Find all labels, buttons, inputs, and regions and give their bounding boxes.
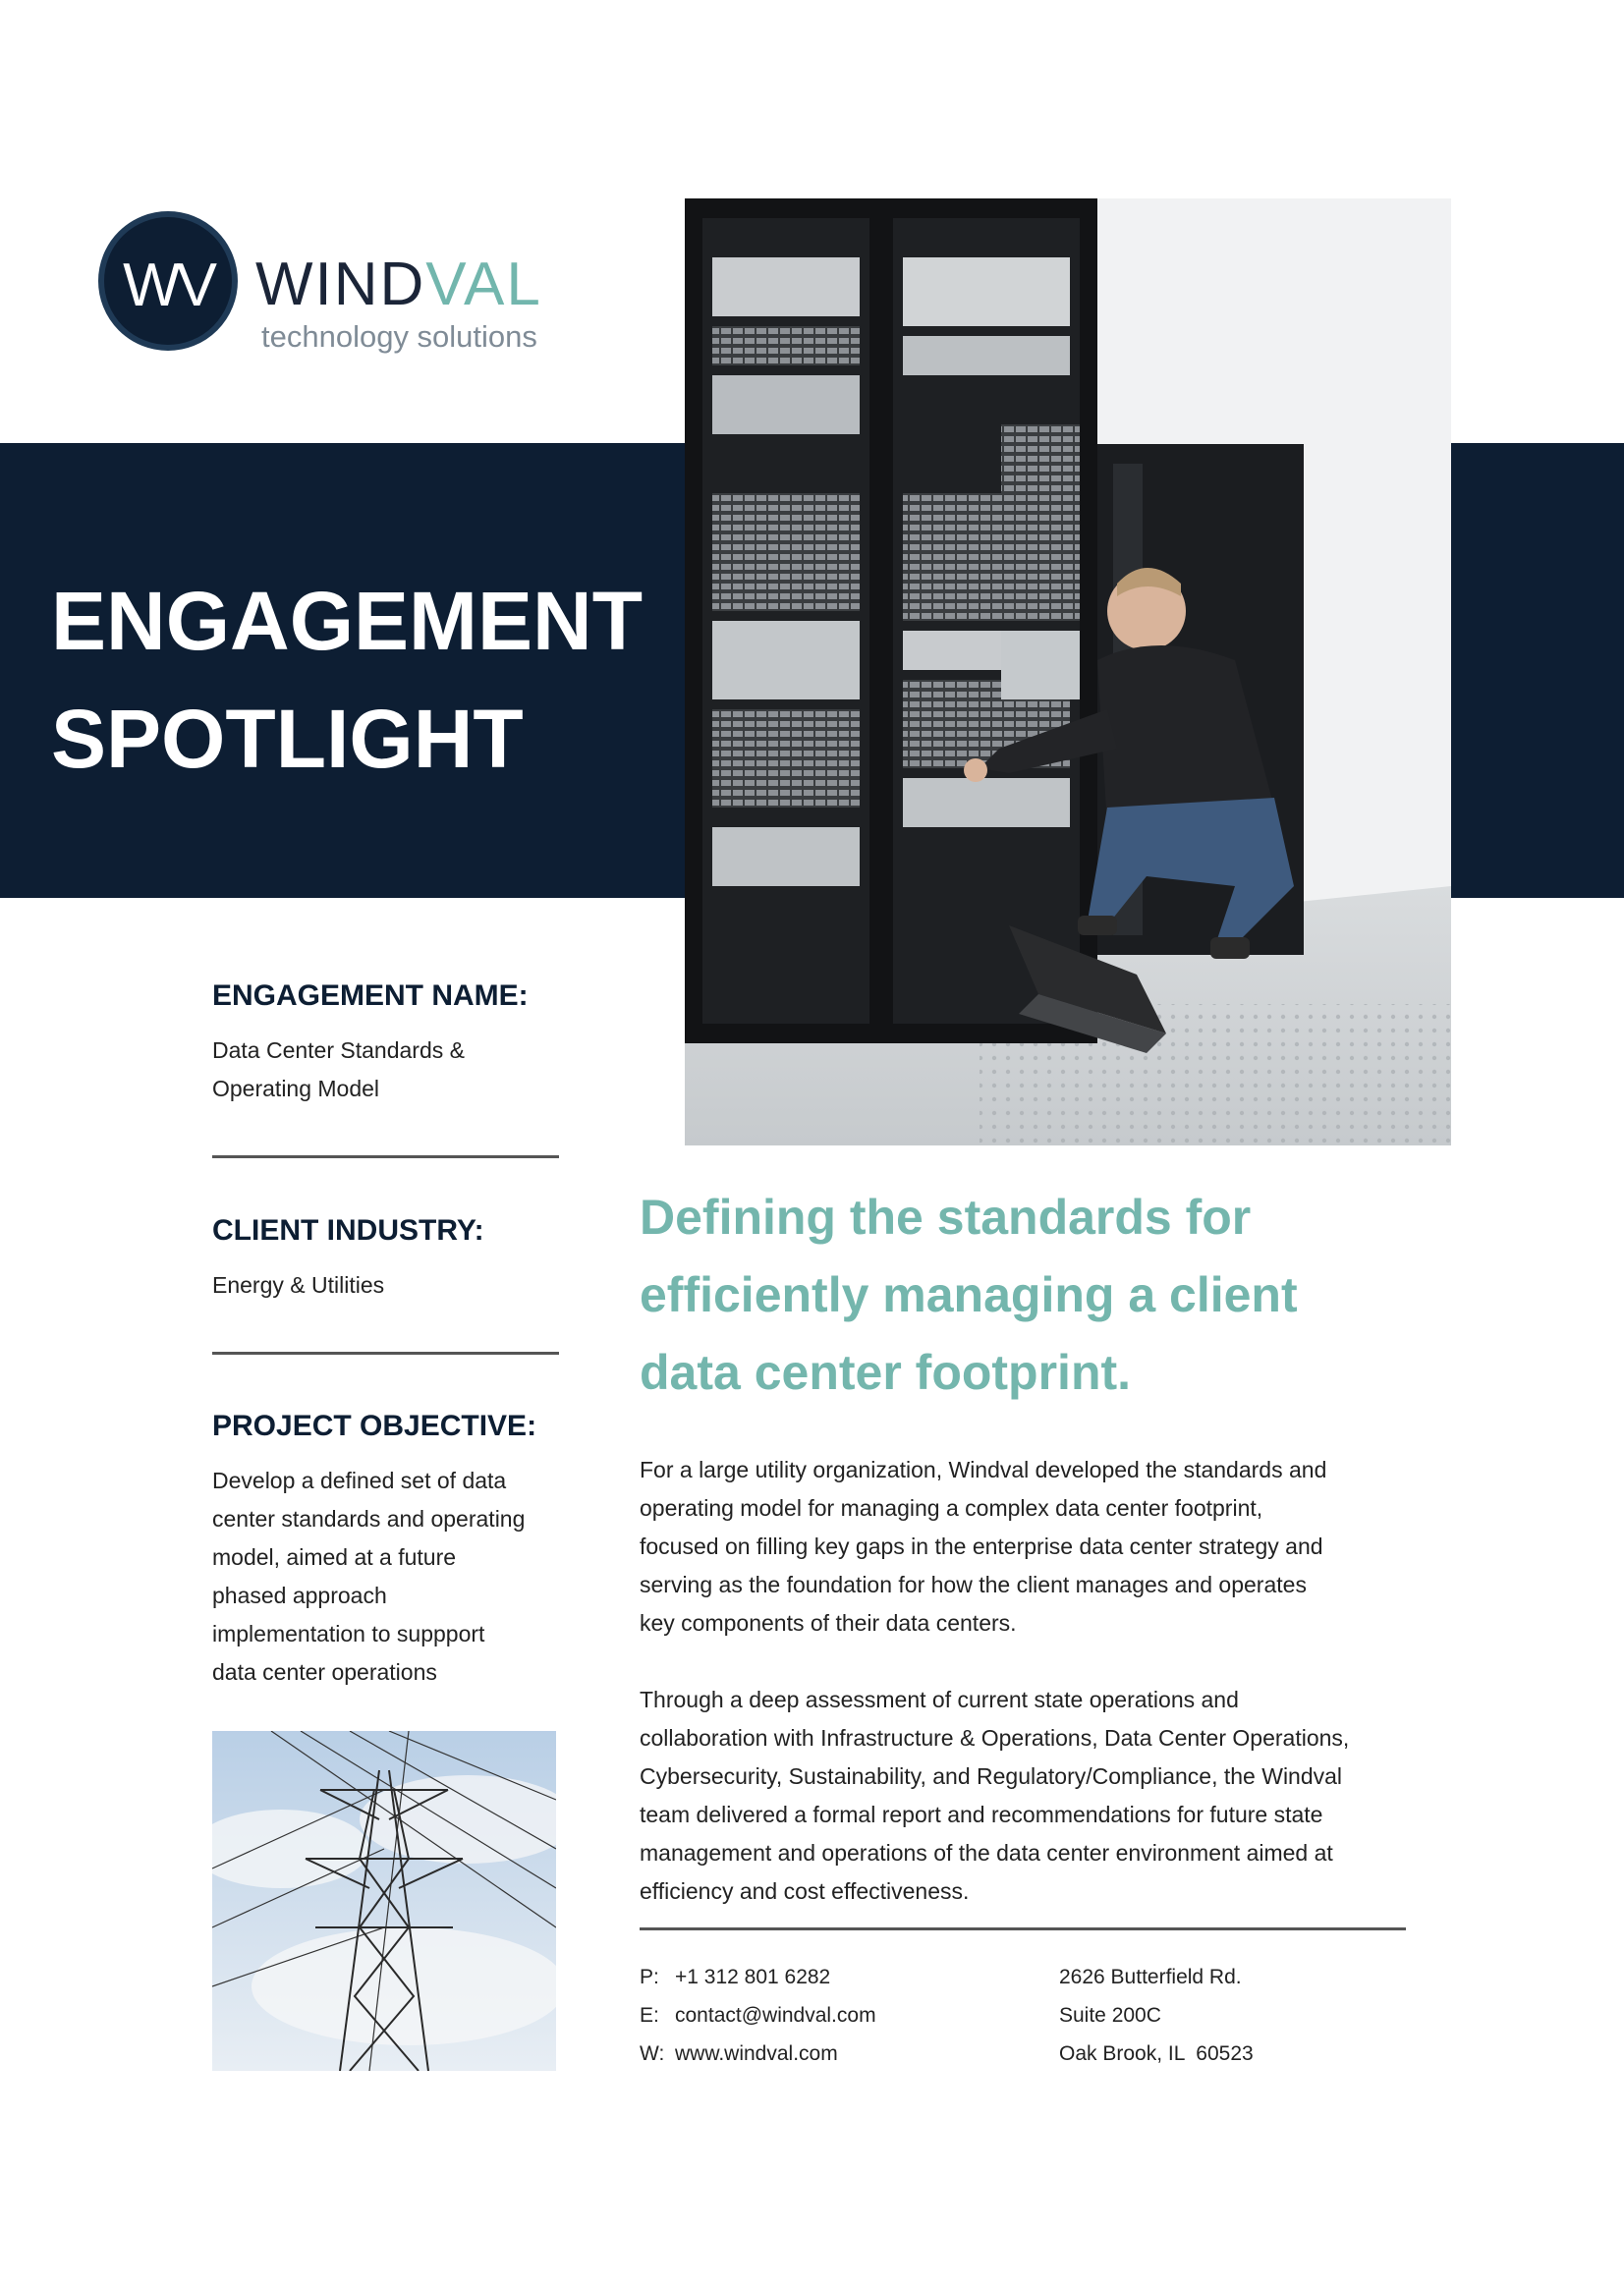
phone-key: P: [640,1966,659,1988]
power-tower-illustration [212,1731,556,2071]
address-line: Suite 200C [1059,2004,1161,2027]
headline-line: Defining the standards for [640,1190,1252,1245]
email-link[interactable]: contact@windval.com [675,2004,876,2027]
divider [212,1155,559,1158]
headline-line: efficiently managing a client [640,1267,1298,1322]
paragraph-line: team delivered a formal report and recommendations for future state [640,1802,1323,1827]
paragraph-line: For a large utility organization, Windval developed the standards and [640,1457,1327,1482]
engagement-name-line: Operating Model [212,1076,380,1101]
divider [212,1352,559,1355]
address-line: 2626 Butterfield Rd. [1059,1966,1242,1988]
objective-line: model, aimed at a future [212,1544,457,1570]
objective-line: center standards and operating [212,1506,526,1532]
logo-tagline: technology solutions [261,319,537,354]
web-key: W: [640,2042,665,2065]
objective-line: implementation to suppport [212,1621,485,1646]
windval-logo [98,211,589,368]
server-room-illustration [685,198,1451,1145]
divider [640,1927,1406,1930]
project-objective-value [212,1462,525,1692]
phone-number: +1 312 801 6282 [675,1966,831,1988]
client-industry-label: CLIENT INDUSTRY: [212,1214,484,1247]
logo-wordmark [255,251,542,318]
paragraph-line: collaboration with Infrastructure & Operations, Data Center Operations, [640,1725,1350,1751]
paragraph-line: operating model for managing a complex data center footprint, [640,1495,1263,1521]
email-key: E: [640,2004,659,2027]
contact-web [640,2035,876,2073]
client-industry-value: Energy & Utilities [212,1272,385,1298]
headline-line: data center footprint. [640,1345,1132,1400]
paragraph-line: efficiency and cost effectiveness. [640,1878,970,1904]
paragraph-line: management and operations of the data center environment aimed at [640,1840,1333,1866]
engagement-name-line: Data Center Standards & [212,1037,465,1063]
page-title-line-1: ENGAGEMENT [51,575,644,667]
objective-line: phased approach [212,1583,387,1608]
power-tower-photo [212,1731,556,2071]
logo-mark [98,211,238,351]
project-objective-label: PROJECT OBJECTIVE: [212,1410,537,1442]
objective-line: Develop a defined set of data [212,1468,507,1493]
paragraph-line: key components of their data centers. [640,1610,1017,1636]
paragraph-1 [640,1451,1426,1643]
contact-phone [640,1958,876,1996]
paragraph-line: serving as the foundation for how the client manages and operates [640,1572,1307,1597]
paragraph-2 [640,1681,1426,1911]
paragraph-line: focused on filling key gaps in the enterprise data center strategy and [640,1534,1323,1559]
address-line: Oak Brook, IL 60523 [1059,2042,1254,2065]
objective-line: data center operations [212,1659,437,1685]
paragraph-line: Through a deep assessment of current state operations and [640,1687,1239,1712]
engagement-name-label: ENGAGEMENT NAME: [212,979,529,1012]
engagement-name-value [212,1032,465,1108]
page-title [51,562,643,798]
logo-mark-letters: WV [123,251,213,319]
contact-email [640,1996,876,2035]
server-room-photo [685,198,1451,1145]
website-link[interactable]: www.windval.com [675,2042,838,2065]
page-title-line-2: SPOTLIGHT [51,693,524,785]
address-block [1059,1958,1254,2073]
paragraph-line: Cybersecurity, Sustainability, and Regulatory/Compliance, the Windval [640,1763,1343,1789]
logo-wordmark-val: VAL [425,251,542,318]
headline [640,1179,1445,1412]
contact-details [640,1958,876,2073]
logo-wordmark-wind: WIND [255,251,426,318]
